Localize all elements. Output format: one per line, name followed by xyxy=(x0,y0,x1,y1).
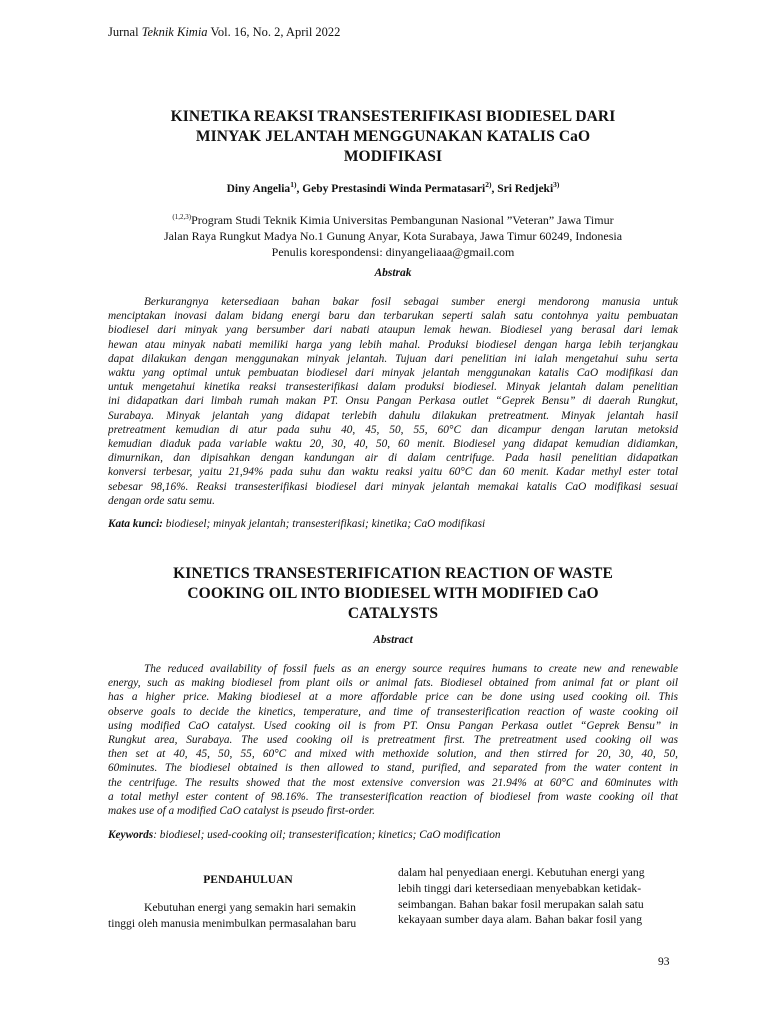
affiliation-address: Jalan Raya Rungkut Madya No.1 Gunung Anyar, Kota Surabaya, Jawa Timur 60249, Indonesia xyxy=(163,229,623,243)
abstract-line: 60minutes. The biodiesel obtained is then allowed to stand, purified, and separated from the water content in xyxy=(108,762,678,775)
abstrak-line: biodiesel dari minyak yang bersumber dari nabati ataupun lemak hewan. Biodiesel yang berasal dari lemak xyxy=(108,324,678,337)
author-name: , Sri Redjeki xyxy=(491,182,554,195)
journal-volume: Vol. 16, No. 2, April 2022 xyxy=(207,25,341,39)
abstrak-line: dapat dilakukan dengan menggunakan minyak jelantah. Tujuan dari penelitian ini ialah mengetahui suhu serta xyxy=(108,352,678,365)
left-column xyxy=(108,900,388,932)
kata-kunci xyxy=(108,518,678,530)
abstrak-line: dimurnikan, dan dipisahkan dengan kandungan air di dalam centrifuge. Pada hasil penelitian didapatkan xyxy=(108,452,678,465)
right-column xyxy=(398,865,678,928)
title-line: MODIFIKASI xyxy=(343,148,443,165)
abstrak-line: kemudian diaduk pada variable waktu 20, 30, 40, 50, 60 menit. Biodiesel yang didapat kemudian didiamkan, xyxy=(108,438,678,451)
kata-kunci-text: biodiesel; minyak jelantah; transesterifikasi; kinetika; CaO modifikasi xyxy=(162,518,486,530)
title-line: MINYAK JELANTAH MENGGUNAKAN KATALIS CaO xyxy=(195,128,591,145)
indonesian-title xyxy=(108,107,678,167)
abstract-line: has a higher price. Making biodiesel at a more affordable price can be done using used cooking oil. This xyxy=(108,691,678,704)
body-line: kekayaan sumber daya alam. Bahan bakar fosil yang xyxy=(398,913,643,927)
abstrak-line: untuk mengetahui kinetika reaksi transesterifikasi dalam produksi biodiesel. Minyak jelantah dalam penelitian xyxy=(108,381,678,394)
body-line: lebih tinggi dari ketersediaan menyebabkan ketidak- xyxy=(398,881,642,895)
body-line: seimbangan. Bahan bakar fosil merupakan salah satu xyxy=(398,897,644,911)
abstrak-line: menciptakan inovasi dalam bidang energi baru dan terbarukan seperti salah satu contohnya yaitu pembuatan xyxy=(108,310,678,323)
abstrak-line: dengan orde satu semu. xyxy=(108,494,215,507)
abstrak-line: pretreatment kemudian di atur pada suhu 40, 45, 50, 55, 60°C dan dicampur dengan larutan metoksid xyxy=(108,423,678,436)
affiliation-institution: Program Studi Teknik Kimia Universitas Pembangunan Nasional ”Veteran” Jawa Timur xyxy=(191,213,614,227)
section-heading-pendahuluan: PENDAHULUAN xyxy=(203,874,293,886)
abstract-heading: Abstract xyxy=(373,634,413,646)
title-line: KINETIKA REAKSI TRANSESTERIFIKASI BIODIESEL DARI xyxy=(170,108,616,125)
keywords-label: Keywords xyxy=(108,829,154,841)
abstract-line: the centrifuge. The results showed that the most extensive conversion was 21.94% at 60°C and 60minutes with xyxy=(108,776,678,789)
abstrak-line: sebesar 98,16%. Reaksi transesterifikasi biodiesel dari minyak jelantah memakai katalis CaO modifikasi sesuai xyxy=(108,480,678,493)
abstract-line: using modified CaO catalyst. Used cooking oil is from PT. Onsu Pangan Perkasa outlet “Geprek Bensu” in xyxy=(108,719,678,732)
abstract-body xyxy=(108,662,678,818)
author-affil-mark: 2) xyxy=(485,180,492,189)
abstrak-line: Berkurangnya ketersediaan bahan bakar fosil sebagai sumber energi mendorong manusia untuk xyxy=(144,296,678,308)
journal-name: Teknik Kimia xyxy=(141,25,208,39)
title-line: COOKING OIL INTO BIODIESEL WITH MODIFIED CaO xyxy=(187,585,599,602)
abstrak-body xyxy=(108,295,678,508)
abstract-line: makes use of a modified CaO catalyst is pseudo first-order. xyxy=(108,805,375,818)
abstrak-line: konversi terbesar, yaitu 21,94% pada suhu dan waktu reaksi yaitu 60°C dan 60 menit. Kadar methyl ester total xyxy=(108,466,678,479)
keywords-text: : biodiesel; used-cooking oil; transesterification; kinetics; CaO modification xyxy=(153,829,501,841)
abstract-line: observe goals to decide the kinetics, temperature, and time of transesterification reaction of waste cooking oil xyxy=(108,705,678,718)
page-number: 93 xyxy=(658,956,670,968)
corresponding-email: Penulis korespondensi: dinyangeliaaa@gmail.com xyxy=(271,245,515,259)
english-title xyxy=(108,564,678,624)
author-name: , Geby Prestasindi Winda Permatasari xyxy=(296,182,486,195)
abstrak-line: Surabaya. Minyak jelantah yang didapat terlebih dahulu dilakukan pretreatment. Minyak jelantah hasil xyxy=(108,409,678,422)
abstrak-line: ini didapatkan dari limbah rumah makan PT. Onsu Pangan Perkasa outlet “Geprek Bensu” di daerah Rungkut, xyxy=(108,395,678,408)
title-line: KINETICS TRANSESTERIFICATION REACTION OF WASTE xyxy=(173,565,613,582)
abstract-line: then set at 40, 45, 50, 55, 60°C and mixed with methoxide solution, and then stirred for 20, 30, 40, 50, xyxy=(108,748,678,761)
journal-prefix: Jurnal xyxy=(108,25,142,39)
kata-kunci-label: Kata kunci: xyxy=(108,518,163,530)
author-list xyxy=(108,180,678,195)
abstrak-line: waktu yang optimal untuk pembuatan biodiesel dari minyak jelantah menggunakan katalis CaO modifikasi dan xyxy=(108,367,678,380)
author-name: Diny Angelia xyxy=(226,182,291,195)
title-line: CATALYSTS xyxy=(347,605,439,622)
body-line: Kebutuhan energi yang semakin hari semakin xyxy=(144,901,356,914)
affiliation xyxy=(108,209,678,260)
abstract-line: The reduced availability of fossil fuels as an energy source requires humans to create new and renewable xyxy=(144,663,678,675)
keywords xyxy=(108,829,678,841)
abstract-line: energy, such as making biodiesel from plant oils or animal fats. Biodiesel obtained from animal fat or plant oil xyxy=(108,677,678,690)
abstrak-line: hewan atau minyak nabati memiliki harga yang lebih mahal. Produksi biodiesel dengan harga lebih terjangkau xyxy=(108,338,678,351)
affiliation-mark: (1,2,3) xyxy=(172,213,192,221)
body-line: dalam hal penyediaan energi. Kebutuhan energi yang xyxy=(398,866,645,879)
body-line: tinggi oleh manusia menimbulkan permasalahan baru xyxy=(108,916,357,930)
journal-header xyxy=(108,25,340,40)
affiliation-line xyxy=(108,209,678,228)
author-affil-mark: 1) xyxy=(290,180,297,189)
abstrak-heading: Abstrak xyxy=(374,267,412,279)
abstract-line: Rungkut area, Surabaya. The used cooking oil is pretreatment first. The pretreatment used cooking oil was xyxy=(108,734,678,747)
abstract-line: a total methyl ester content of 98.16%. The transesterification reaction of biodiesel from waste cooking oil that xyxy=(108,790,678,803)
author-affil-mark: 3) xyxy=(553,180,560,189)
